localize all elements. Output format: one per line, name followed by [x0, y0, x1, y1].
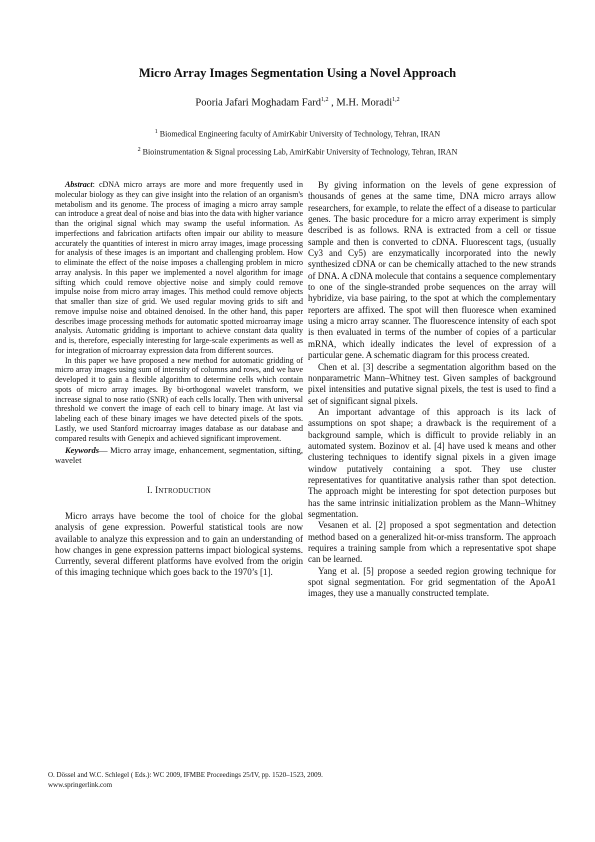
- author-affiliation-mark: 1,2: [321, 97, 329, 103]
- body-paragraph: By giving information on the levels of gene expression of thousands of genes at the same time, DNA micro arrays allow researchers, for example, to relate the effect of a disease to particular genes. The basic procedure for a micro array experiment is simply described is as follows. RNA is extracted from a cell or tissue sample and then is converted to cDNA. Fluorescent tags, (usually Cy3 and Cy5) are enzymatically incorporated into the newly synthesized cDNA or can be chemically attached to the new strands of DNA. A cDNA molecule that contains a sequence complementary to one of the single-stranded probe sequences on the array will hybridize, via base pairing, to the spot at which the complementary reporters are affixed. The spot will then fluoresce when examined using a micro array scanner. The fluorescence intensity of each spot is then evaluated in terms of the number of copies of a particular mRNA, which ideally indicates the level of expression of a particular gene. A schematic diagram for this process created.: [308, 180, 556, 361]
- body-paragraph: Chen et al. [3] describe a segmentation algorithm based on the nonparametric Mann–Whitney test. Given samples of background pixel intensities and putative signal pixels, the test is used to find a set of significant signal pixels.: [308, 361, 556, 406]
- section-number: I.: [146, 485, 156, 496]
- section-heading-introduction: [55, 485, 303, 495]
- abstract-heading: Abstract: [65, 180, 93, 189]
- keywords: [55, 445, 303, 465]
- author-name: M.H. Moradi: [336, 97, 393, 109]
- abstract: [55, 180, 303, 443]
- author-affiliation-mark: 1,2: [392, 97, 400, 103]
- right-column: [308, 180, 556, 600]
- section-title-initial: I: [155, 485, 159, 496]
- footer-link: www.springerlink.com: [48, 781, 113, 789]
- body-paragraph: Micro arrays have become the tool of choice for the global analysis of gene expression. Powerful statistical tools are now available to analyze this expression and to gain an understanding of how changes in gene expression patterns impact biological systems. Currently, several different platforms have evolved from the origin of this imaging technique which goes back to the 1970’s [1].: [55, 511, 303, 578]
- paper-title: Micro Array Images Segmentation Using a Novel Approach: [138, 66, 457, 80]
- left-column: [55, 180, 303, 578]
- keywords-text: — Micro array image, enhancement, segmentation, sifting, wavelet: [55, 445, 303, 466]
- body-paragraph: Yang et al. [5] propose a seeded region growing technique for spot signal segmentation. For grid segmentation of the ApoA1 images, they use a manually constructed template.: [308, 565, 556, 599]
- page-footer: [48, 770, 323, 790]
- author-separator: ,: [328, 97, 337, 109]
- abstract-paragraph: [55, 180, 303, 356]
- affiliation-1: [40, 129, 555, 139]
- affiliation-mark: 1: [154, 129, 158, 135]
- abstract-paragraph: In this paper we have proposed a new method for automatic gridding of micro array images using sum of intensity of columns and rows, and we have developed it to gain a flexible algorithm to determine cells which contain spots of micro array images. By bi-orthogonal wavelet transform, we increase signal to nose ratio (SNR) of each cells locally. Then with universal threshold we convert the image of each cell to binary image. At last via labeling each of these binary images we have detected pixels of the spots. Lastly, we used Stanford microarray images database as our database and compared results with Genepix and achieved significant improvement.: [55, 355, 303, 443]
- footer-citation: O. Dössel and W.C. Schlegel ( Eds.): WC 2009, IFMBE Proceedings 25/IV, pp. 1520–1523, 2009.: [48, 771, 323, 779]
- body-paragraph: Vesanen et al. [2] proposed a spot segmentation and detection method based on a generalized hit-or-miss transform. The approach requires a training sample from which a representative spot shape can be learned.: [308, 520, 556, 565]
- affiliation-text: Biomedical Engineering faculty of AmirKabir University of Technology, Tehran, IRAN: [159, 129, 441, 139]
- affiliation-mark: 2: [137, 147, 141, 153]
- author-line: [40, 97, 555, 109]
- body-paragraph: An important advantage of this approach is its lack of assumptions on spot shape; a drawback is the requirement of a background sample, which is difficult to provide reliably in an automated system. Bozinov et al. [4] have used k means and other clustering techniques to identify signal pixels in a given image window putatively containing a spot. They use cluster representatives for quantitative analysis rather than spot detection. The approach might be interesting for spot detection purposes but has the same intrinsic initialization problem as the Mann–Whitney segmentation.: [308, 406, 556, 519]
- author-name: Pooria Jafari Moghadam Fard: [195, 97, 322, 109]
- abstract-text: : cDNA micro arrays are more and more frequently used in molecular biology as they can give insight into the relation of an organism's metabolism and its genome. The process of imaging a micro array sample can introduce a great deal of noise and bias into the data with higher variance than the original signal which may swamp the useful information. As imperfections and fabrication artifacts often impair our ability to measure accurately the quantities of interest in micro array images, image processing for analysis of these images is an important and challenging problem. How to eliminate the effect of the noise imposes a challenging problem in micro array analysis. In this paper we implemented a novel algorithm for image sifting which could remove objective noise and simply could remove impulse noise from micro array images. This method could remove objects that smaller than size of grid. We used regular moving grids to sift and remove impulse noise and obtained denoised. In the other hand, this paper describes image processing methods for automatic spotted microarray image analysis. Automatic gridding is important to achieve constant data quality and is, therefore, especially interesting for large-scale experiments as well as for integration of microarray expression data from different sources.: [55, 180, 303, 355]
- keywords-heading: Keywords: [65, 445, 99, 456]
- affiliation-2: [40, 147, 555, 157]
- section-title-rest: NTRODUCTION: [158, 487, 212, 496]
- affiliation-text: Bioinstrumentation & Signal processing Lab, AmirKabir University of Technology, Tehran, IRAN: [142, 147, 458, 157]
- introduction-left: [55, 511, 303, 578]
